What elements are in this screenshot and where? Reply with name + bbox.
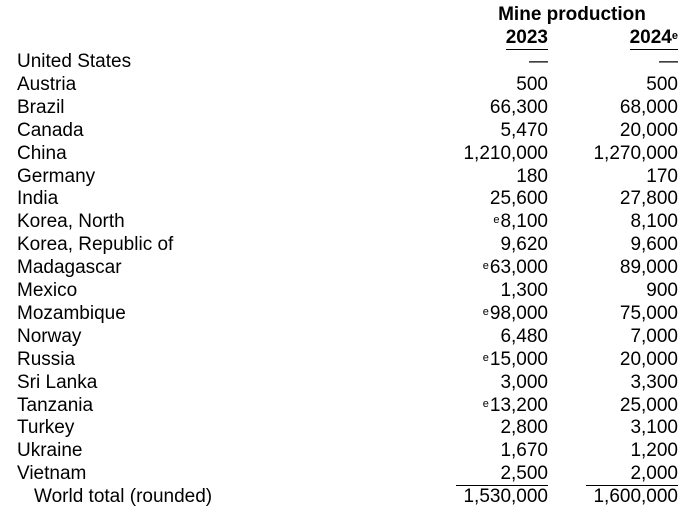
value-2023 [500, 279, 548, 302]
value-2024: 3,100 [630, 417, 678, 439]
table-row [0, 50, 686, 73]
value-2023 [516, 165, 548, 188]
table-row [0, 279, 686, 302]
country-name: Tanzania [17, 394, 94, 416]
country-name: Norway [17, 325, 82, 347]
value-2023-text: 6,480 [500, 325, 548, 347]
table-row [0, 142, 686, 165]
value-2023-text: 500 [516, 73, 548, 95]
value-2023 [490, 96, 548, 119]
value-2023-text: — [529, 51, 548, 72]
country-name: Canada [17, 119, 84, 141]
value-2024: 89,000 [619, 257, 678, 279]
table-row [0, 119, 686, 142]
value-2023-text: 3,000 [500, 371, 548, 393]
value-2023-text: 15,000 [489, 348, 548, 370]
value-2023 [493, 210, 548, 233]
value-2023 [500, 119, 548, 142]
table-row [0, 348, 686, 371]
value-2024: 20,000 [619, 119, 678, 141]
value-2024: 68,000 [619, 96, 678, 118]
value-2024: 7,000 [630, 325, 678, 347]
table-row [0, 302, 686, 325]
table-row [0, 187, 686, 210]
column-header-2023: 2023 [505, 27, 548, 48]
table-row [0, 165, 686, 188]
country-name: Turkey [17, 417, 75, 439]
table-row [0, 371, 686, 394]
country-name: Korea, Republic of [17, 234, 174, 256]
value-2023 [483, 394, 548, 417]
column-header-2024 [630, 27, 678, 50]
value-2023 [463, 142, 548, 165]
value-2023 [490, 187, 548, 210]
estimate-marker: e [482, 260, 489, 273]
value-2023-text: 63,000 [489, 257, 548, 279]
value-2023 [483, 302, 548, 325]
estimate-marker: e [493, 214, 500, 227]
value-2024: 8,100 [630, 211, 678, 233]
value-2023-text: 5,470 [500, 119, 548, 141]
country-name: India [17, 188, 59, 210]
value-2023 [500, 233, 548, 256]
table-row [0, 462, 686, 485]
value-2024: 3,300 [630, 371, 678, 393]
value-2023 [483, 256, 548, 279]
value-2023-text: 8,100 [500, 211, 548, 233]
table-row-total [0, 485, 686, 508]
value-2023-text: 1,300 [500, 280, 548, 301]
value-2024: 27,800 [619, 188, 678, 210]
value-2023 [516, 73, 548, 96]
total-value-2024: 1,600,000 [593, 486, 678, 508]
country-name: Austria [17, 73, 77, 95]
country-name: Sri Lanka [17, 371, 98, 393]
value-2024: 25,000 [619, 394, 678, 416]
country-name: Mexico [17, 280, 78, 301]
country-name: United States [17, 51, 132, 72]
country-name: Russia [17, 348, 76, 370]
group-header-mine-production: Mine production [498, 4, 646, 25]
estimate-note-marker: e [671, 30, 678, 42]
country-name: Vietnam [17, 463, 87, 485]
value-2024: 1,270,000 [593, 142, 678, 164]
table-row [0, 394, 686, 417]
value-2023 [483, 348, 548, 371]
country-name: China [17, 142, 67, 164]
value-2024: 500 [646, 73, 678, 95]
value-2024: 900 [646, 280, 678, 301]
table-row [0, 439, 686, 462]
value-2023-text: 180 [516, 165, 548, 187]
value-2023 [500, 325, 548, 348]
country-name: Ukraine [17, 440, 83, 462]
total-value-2023: 1,530,000 [463, 486, 548, 508]
value-2024: 170 [646, 165, 678, 187]
value-2023-text: 66,300 [489, 96, 548, 118]
value-2023-text: 25,600 [489, 188, 548, 210]
table-row [0, 210, 686, 233]
value-2023-text: 13,200 [489, 394, 548, 416]
country-name: Madagascar [17, 257, 122, 279]
value-2023 [500, 371, 548, 394]
table-row [0, 256, 686, 279]
country-name: Mozambique [17, 302, 126, 324]
country-name: Korea, North [17, 211, 125, 233]
total-label: World total (rounded) [34, 486, 213, 508]
value-2023-text: 98,000 [489, 302, 548, 324]
table-row [0, 233, 686, 256]
value-2024: 1,200 [630, 440, 678, 462]
value-2023-text: 2,500 [500, 463, 548, 485]
table-row [0, 96, 686, 119]
table-row [0, 325, 686, 348]
column-header-2024-label: 2024 [629, 27, 672, 48]
estimate-marker: e [482, 397, 489, 410]
estimate-marker: e [482, 351, 489, 364]
value-2024: 2,000 [586, 462, 678, 486]
value-2023-text: 9,620 [500, 234, 548, 256]
table-row [0, 73, 686, 96]
value-2024: — [659, 51, 678, 72]
value-2023 [456, 462, 548, 486]
country-name: Germany [17, 165, 96, 187]
value-2023 [500, 416, 548, 439]
value-2023-text: 1,670 [500, 440, 548, 462]
value-2024: 20,000 [619, 348, 678, 370]
value-2023-text: 2,800 [500, 417, 548, 439]
value-2024: 9,600 [630, 234, 678, 256]
value-2023 [529, 50, 548, 73]
value-2023-text: 1,210,000 [463, 142, 548, 164]
value-2023 [500, 439, 548, 462]
table-row [0, 416, 686, 439]
estimate-marker: e [482, 305, 489, 318]
value-2024: 75,000 [619, 302, 678, 324]
country-name: Brazil [17, 96, 65, 118]
